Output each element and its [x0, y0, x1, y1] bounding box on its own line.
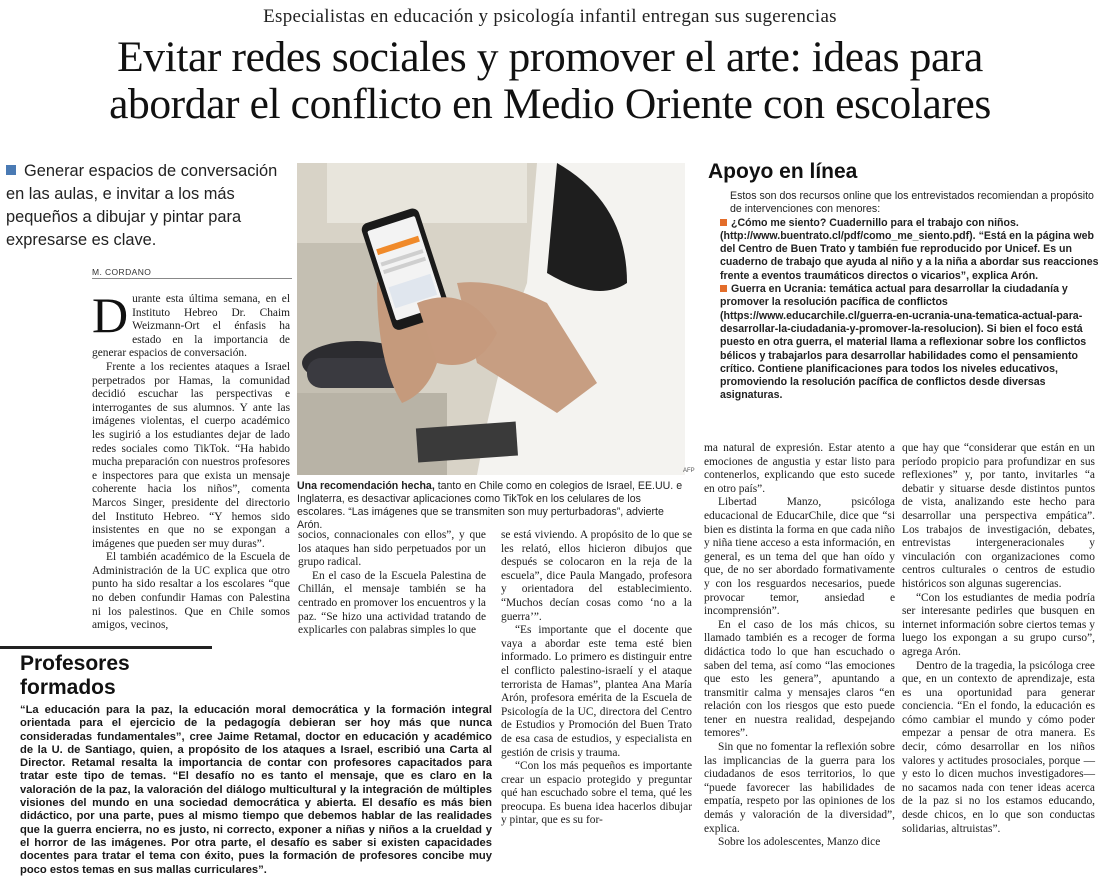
sidebar-item-2-text: Guerra en Ucrania: temática actual para desarrollar la ciudadanía y promover la resolución pacífica de conflictos (https://www.educarchile.cl/guerra-en-ucrania-una-tematica-actual-para-desarrollar-la-ciudadania-y-promover-la-resolucion). Si bien el foco está puesto en otra guerra, el material llama a reflexionar sobre los conflictos bélicos y trabajarlos para desarrollar habilidades como el pensamiento crítico. Contiene planificaciones para todos los niveles educativos, promoviendo la resolución pacífica de conflictos desde diversas asignaturas. — [720, 283, 1087, 402]
col4-paragraph-2: Libertad Manzo, psicóloga educacional de EducarChile, dice que “si bien es distinta la forma en que cada niño y niña tiene acceso a esta información, en general, es un tema del que han oído y que, de no ser abordado formativamente y con los resguardos necesarios, puede provocar temor, ansiedad e incomprensión”. — [704, 496, 895, 618]
photo-caption — [297, 480, 689, 532]
lead-text: Generar espacios de conversación en las aulas, e invitar a los más pequeños a dibujar y pintar para expresarse es clave. — [6, 162, 278, 249]
sidebar-intro: Estos son dos recursos online que los entrevistados recomiendan a propósito de intervenciones con menores: — [730, 190, 1094, 216]
col3-paragraph-3: “Con los más pequeños es importante crear un espacio protegido y preguntar qué han escuchado sobre el tema, qué les preocupa. Es buena idea hacerlos dibujar y pintar, que es su for- — [501, 760, 692, 827]
headline-line-2: abordar el conflicto en Medio Oriente con escolares — [109, 80, 991, 128]
col3-paragraph-2: “Es importante que el docente que vaya a abordar este tema esté bien informado. Lo primero es distinguir entre el conflicto palestino-israelí y el ataque terrorista de Hamas”, plantea Ana María Arón, profesora emérita de la Escuela de Psicología de la UC, directora del Centro de Estudios y Promoción del Buen Trato de esa casa de estudios, y especialista en gestión de crisis y trauma. — [501, 624, 692, 759]
col1-paragraph-3: El también académico de la Escuela de Administración de la UC explica que otro punto ha sido resaltar a los escolares “que no deben confundir Hamas con Palestina ni los palestinos. Que en Chile somos amigos, vecinos, — [92, 551, 290, 632]
col3-paragraph-1: se está viviendo. A propósito de lo que se les relató, ellos hicieron dibujos que después se colocaron en la reja de la escuela”, dice Paula Mangado, profesora y orientadora del establecimiento. “Muchos decían cosas como ‘no a la guerra’”. — [501, 529, 692, 623]
caption-bold: Una recomendación hecha, — [297, 480, 435, 492]
dropcap: D — [92, 287, 129, 343]
caption-text: tanto en Chile como en colegios de Israel, EE.UU. e Inglaterra, es desactivar aplicaciones como TikTok en los celulares de los escolares. “Las imágenes que se transmiten son muy perturbadoras”, advierte Arón. — [297, 480, 683, 531]
byline: M. CORDANO — [92, 267, 152, 277]
col5-paragraph-1: que hay que “considerar que están en un período propicio para profundizar en sus reflexiones” y, por tanto, invitarles “a debatir y situarse desde distintos puntos de vista, analizando este hecho para desarrollar una perspectiva empática”. Los trabajos de investigación, debates, entrevistas intergeneracionales y vinculación con organizaciones como centros culturales o centros de estudio históricos son algunas sugerencias. — [902, 442, 1095, 590]
lead-bullet-icon — [6, 165, 16, 175]
col4-paragraph-3: En el caso de los más chicos, su llamado también es a recoger de forma didáctica todo lo que han escuchado o saben del tema, así como “las emociones que esto les genera”, apuntando a transmitir calma y mensajes claros “en relación con los riesgos que esto puede tener en nuestra realidad, despejando temores”. — [704, 618, 895, 740]
article-column-5 — [902, 442, 1095, 836]
article-column-1 — [92, 287, 290, 633]
orange-square-icon — [720, 219, 727, 226]
col5-paragraph-2: “Con los estudiantes de media podría ser interesante pedirles que busquen en internet información sobre ciertos temas y luego los expongan a su grupo curso”, agrega Arón. — [902, 591, 1095, 658]
lead-paragraph — [6, 160, 290, 252]
photo-credit: AFP — [683, 468, 695, 474]
orange-square-icon — [720, 285, 727, 292]
box-body: “La educación para la paz, la educación moral democrática y la formación integral orientada para el ejercicio de la pedagogía debieran ser hoy más que nunca consideradas fundamentales”, cree Jaime Retamal, doctor en educación y académico de la U. de Santiago, quien, a propósito de los ataques a Israel, escribió una Carta al Director. Retamal resalta la importancia de contar con profesores capacitados para tratar este tipo de temas. “El desafío no es tanto el mensaje, que es claro en la valoración de la paz, la valoración del diálogo multicultural y la integración de múltiples visiones del mundo en una sociedad democrática y abierta. El desafío es más bien didáctico, por una parte, pues al mismo tiempo que debemos hablar de las realidades que la guerra encierra, no es justo, ni correcto, exponer a niñas y niños a la crueldad y el horror de las imágenes. Por otra parte, el desafío es saber si existen capacidades docentes para tratar el tema con éxito, pues la formación de profesores concibe muy poco estos temas en sus mallas curriculares”. — [20, 704, 492, 876]
col4-paragraph-5: Sobre los adolescentes, Manzo dice — [718, 836, 881, 849]
sidebar-item-1-text: ¿Cómo me siento? Cuadernillo para el trabajo con niños. (http://www.buentrato.cl/pdf/como_me_siento.pdf). “Está en la página web del Centro de Buen Trato y también fue reproducido por Unicef. Es un cuaderno de trabajo que ayuda al niño y a la niña a abordar sus reacciones frente a eventos traumáticos directos o vicarios”, explica Arón. — [720, 216, 1099, 282]
col4-paragraph-4: Sin que no fomentar la reflexión sobre las implicancias de la guerra para los ciudadanos de esos territorios, lo que “puede favorecer las habilidades de empatía, respeto por las opiniones de los demás y valoración de la diversidad”, explica. — [704, 741, 895, 835]
col1-paragraph-1 — [92, 287, 290, 361]
photo-illustration — [297, 163, 685, 475]
box-title: Profesores formados — [0, 646, 212, 700]
sidebar-item-1 — [720, 217, 1100, 283]
col5-paragraph-3: Dentro de la tragedia, la psicóloga cree que, en un contexto de aprendizaje, esta es una oportunidad para generar conciencia. “En el fondo, la educación es cómo cambiar el mundo y cómo poder empezar a pensar de otra manera. Es decir, cómo desarrollar en los niños valores y actitudes prosociales, porque —y esto lo dicen muchos investigadores— no sacamos nada con tener ideas acerca de la paz si no los estamos educando, desde chicos, en lo que son conductas solidarias, altruistas”. — [902, 659, 1095, 835]
byline-divider — [92, 278, 292, 279]
sidebar-title: Apoyo en línea — [708, 160, 858, 183]
col1-paragraph-2: Frente a los recientes ataques a Israel perpetrados por Hamas, la comunidad decidió escuchar las perspectivas e interrogantes de sus alumnos. Y ante las imágenes violentas, el cuerpo académico les sugirió a los estudiantes dejar de lado redes sociales como TikTok. “Ha habido mucha preparación con nuestros profesores e inspectores para que exista un mensaje coherente hacia los niños”, comenta Marcos Singer, presidente del directorio del Instituto Hebreo. “Y hemos sido insistentes en que no se expongan a imágenes que pueden ser muy duras”. — [92, 360, 290, 550]
article-column-2 — [298, 529, 486, 638]
sidebar-body — [708, 190, 1100, 403]
box-profesores-formados — [0, 646, 492, 877]
headline-line-1: Evitar redes sociales y promover el arte: ideas para — [117, 33, 983, 81]
article-photo — [297, 163, 685, 475]
sidebar-item-2 — [720, 283, 1100, 403]
article-column-4 — [704, 442, 895, 850]
col2-paragraph-2: En el caso de la Escuela Palestina de Chillán, el mensaje también se ha centrado en promover los encuentros y la paz. “Se hizo una actividad tratando de explicarles con palabras simples lo que — [298, 569, 486, 637]
article-column-3 — [501, 529, 692, 828]
col2-paragraph-1: socios, connacionales con ellos”, y que los ataques han sido perpetuados por un grupo radical. — [298, 529, 486, 569]
headline — [0, 34, 1100, 128]
col4-paragraph-1: ma natural de expresión. Estar atento a emociones de angustia y estar listo para contenerlos, explicando que esto sucede en otro país”. — [704, 442, 895, 495]
col1-p1-text: urante esta última semana, en el Instituto Hebreo Dr. Chaim Weizmann-Ort el énfasis ha estado en la importancia de generar espacios de conversación. — [92, 293, 290, 360]
sidebar-apoyo-en-linea — [708, 160, 1100, 403]
kicker: Especialistas en educación y psicología infantil entregan sus sugerencias — [263, 6, 837, 27]
